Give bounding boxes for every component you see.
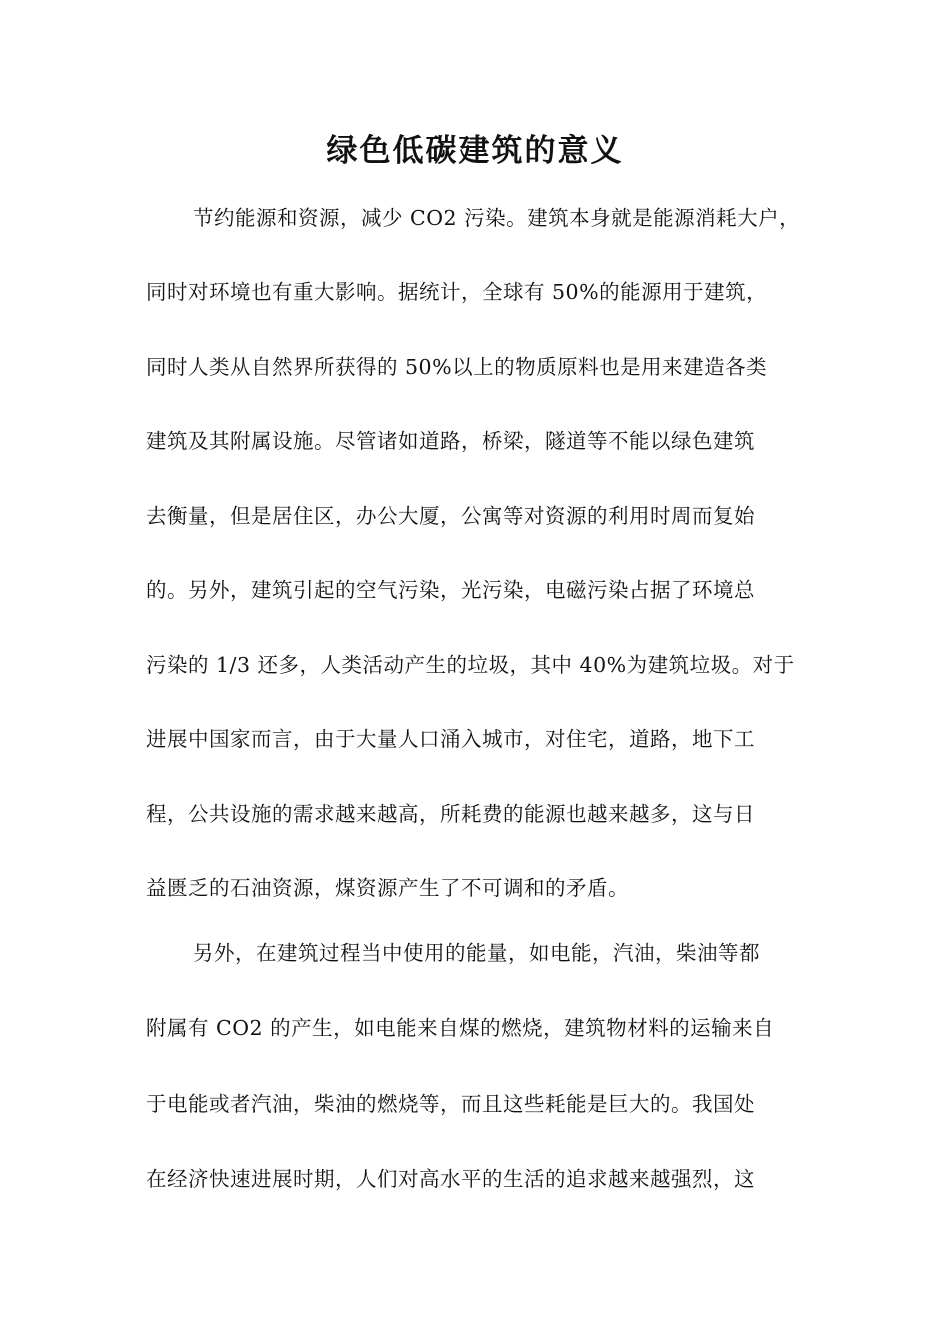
paragraph-2-line-1: 另外，在建筑过程当中使用的能量，如电能，汽油，柴油等都: [193, 941, 760, 965]
paragraph-1-line-5: 去衡量，但是居住区，办公大厦，公寓等对资源的利用时周而复始: [146, 504, 755, 528]
paragraph-1-line-1: 节约能源和资源，减少 CO2 污染。建筑本身就是能源消耗大户，: [193, 206, 801, 230]
paragraph-1-line-4: 建筑及其附属设施。尽管诸如道路，桥梁，隧道等不能以绿色建筑: [146, 429, 755, 453]
paragraph-2-line-4: 在经济快速进展时期，人们对高水平的生活的追求越来越强烈，这: [146, 1167, 755, 1191]
paragraph-1-line-7: 污染的 1/3 还多，人类活动产生的垃圾，其中 40%为建筑垃圾。对于: [146, 653, 795, 677]
paragraph-1-line-2: 同时对环境也有重大影响。据统计，全球有 50%的能源用于建筑，: [146, 280, 768, 304]
document-title: 绿色低碳建筑的意义: [326, 133, 624, 169]
paragraph-1-line-10: 益匮乏的石油资源，煤资源产生了不可调和的矛盾。: [146, 876, 629, 900]
paragraph-2-line-3: 于电能或者汽油，柴油的燃烧等，而且这些耗能是巨大的。我国处: [146, 1092, 755, 1116]
paragraph-1-line-3: 同时人类从自然界所获得的 50%以上的物质原料也是用来建造各类: [146, 355, 768, 379]
paragraph-1-line-9: 程，公共设施的需求越来越高，所耗费的能源也越来越多，这与日: [146, 802, 755, 826]
paragraph-2-line-2: 附属有 CO2 的产生，如电能来自煤的燃烧，建筑物材料的运输来自: [146, 1016, 775, 1040]
paragraph-1-line-6: 的。另外，建筑引起的空气污染，光污染，电磁污染占据了环境总: [146, 578, 755, 602]
paragraph-1-line-8: 进展中国家而言，由于大量人口涌入城市，对住宅，道路，地下工: [146, 727, 755, 751]
